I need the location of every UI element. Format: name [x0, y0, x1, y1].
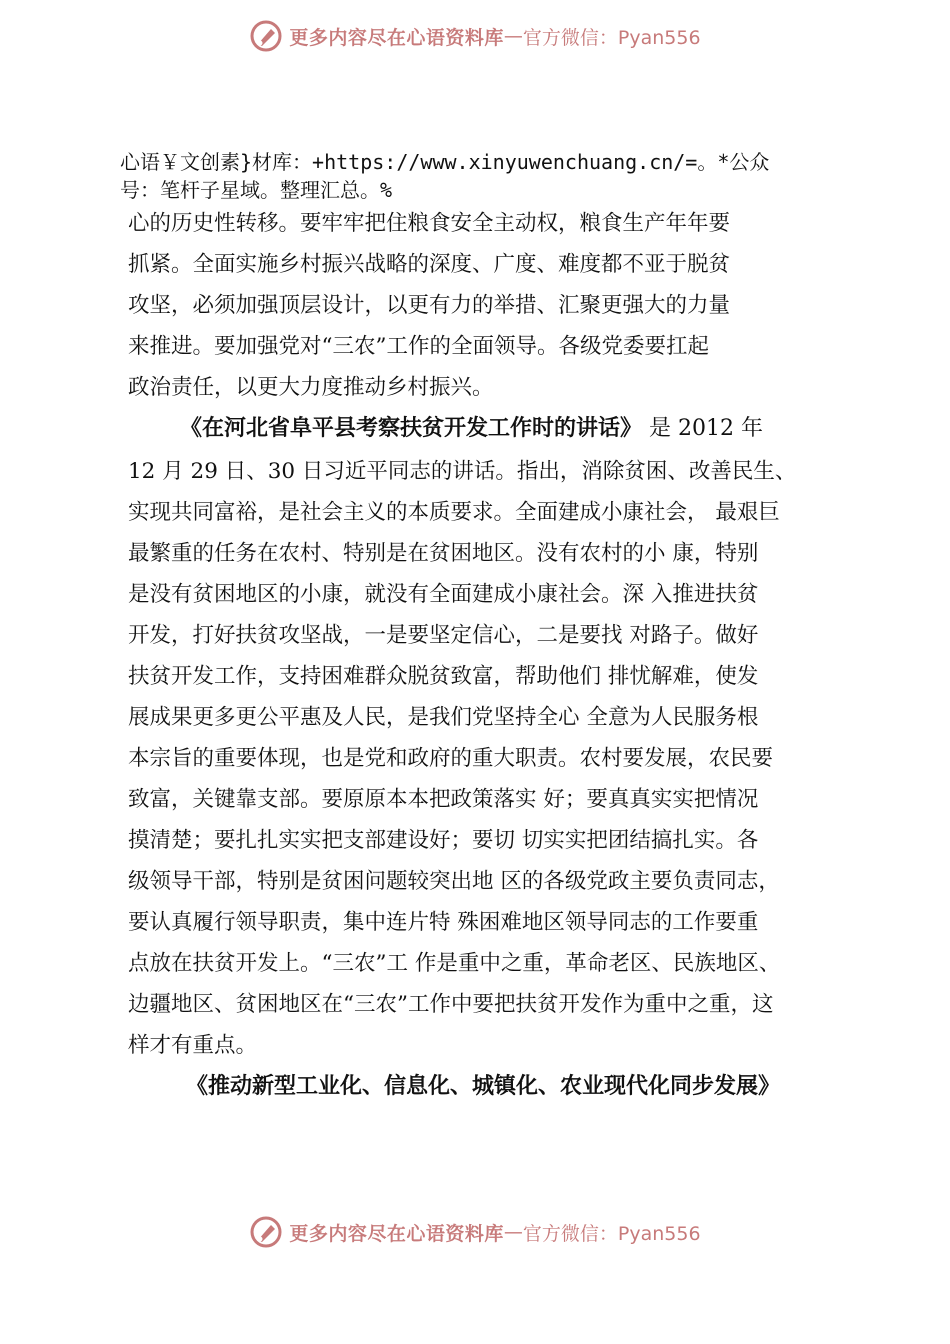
- banner-wechat-text: 官方微信：Pyan556: [522, 26, 701, 49]
- paragraph-line: 展成果更多更公平惠及人民，是我们党坚持全心 全意为人民服务根: [128, 705, 759, 730]
- banner-separator: —: [503, 1221, 523, 1243]
- paragraph-line: 本宗旨的重要体现，也是党和政府的重大职责。农村要发展，农民要: [128, 746, 774, 771]
- watermark-line-2: 号：笔杆子星域。整理汇总。%: [120, 178, 393, 202]
- footer-banner: [0, 1212, 950, 1252]
- pen-nib-seal-icon: [249, 19, 283, 53]
- paragraph-line: 抓紧。全面实施乡村振兴战略的深度、广度、难度都不亚于脱贫: [128, 252, 731, 277]
- paragraph-line: 要认真履行领导职责，集中连片特 殊困难地区领导同志的工作要重: [128, 910, 759, 935]
- paragraph-line: 扶贫开发工作，支持困难群众脱贫致富，帮助他们 排忧解难，使发: [128, 664, 759, 689]
- speech-title: 《在河北省阜平县考察扶贫开发工作时的讲话》: [180, 415, 643, 441]
- paragraph-line: 级领导干部，特别是贫困问题较突出地 区的各级党政主要负责同志，: [128, 869, 780, 894]
- paragraph-2: [128, 451, 796, 1066]
- paragraph-line: 实现共同富裕，是社会主义的本质要求。全面建成小康社会， 最艰巨: [128, 500, 780, 525]
- paragraph-line: 摸清楚；要扎扎实实把支部建设好；要切 切实实把团结搞扎实。各: [128, 828, 759, 853]
- paragraph-line: 样才有重点。: [128, 1033, 258, 1058]
- banner-main-text: 更多内容尽在心语资料库: [289, 26, 504, 49]
- header-banner: [0, 16, 950, 56]
- paragraph-line: 心的历史性转移。要牢牢把住粮食安全主动权，粮食生产年年要: [128, 211, 731, 236]
- paragraph-line: 12 月 29 日、30 日习近平同志的讲话。指出，消除贫困、改善民生、: [128, 459, 797, 484]
- paragraph-line: 开发，打好扶贫攻坚战，一是要坚定信心，二是要找 对路子。做好: [128, 623, 759, 648]
- banner-main-text: 更多内容尽在心语资料库: [289, 1222, 504, 1245]
- paragraph-1: [128, 203, 730, 408]
- section-heading: 《推动新型工业化、信息化、城镇化、农业现代化同步发展》: [186, 1073, 781, 1099]
- paragraph-line: 边疆地区、贫困地区在“三农”工作中要把扶贫开发作为重中之重，这: [128, 992, 774, 1017]
- paragraph-line: 最繁重的任务在农村、特别是在贫困地区。没有农村的小 康，特别: [128, 541, 759, 566]
- paragraph-line: 是没有贫困地区的小康，就没有全面建成小康社会。深 入推进扶贫: [128, 582, 759, 607]
- paragraph-line: 政治责任，以更大力度推动乡村振兴。: [128, 375, 494, 400]
- banner-separator: —: [503, 25, 523, 47]
- paragraph-line: 来推进。要加强党对“三农”工作的全面领导。各级党委要扛起: [128, 334, 709, 359]
- paragraph-2-title-line: [180, 408, 763, 449]
- speech-title-suffix: 是 2012 年: [649, 416, 763, 441]
- paragraph-line: 点放在扶贫开发上。“三农”工 作是重中之重，革命老区、民族地区、: [128, 951, 781, 976]
- paragraph-line: 攻坚，必须加强顶层设计，以更有力的举措、汇聚更强大的力量: [128, 293, 731, 318]
- watermark-line-1: 心语￥文创素}材库：+https://www.xinyuwenchuang.cn/=。*公众: [120, 150, 770, 174]
- pen-nib-seal-icon: [249, 1215, 283, 1249]
- paragraph-line: 致富，关键靠支部。要原原本本把政策落实 好；要真真实实把情况: [128, 787, 759, 812]
- banner-wechat-text: 官方微信：Pyan556: [522, 1222, 701, 1245]
